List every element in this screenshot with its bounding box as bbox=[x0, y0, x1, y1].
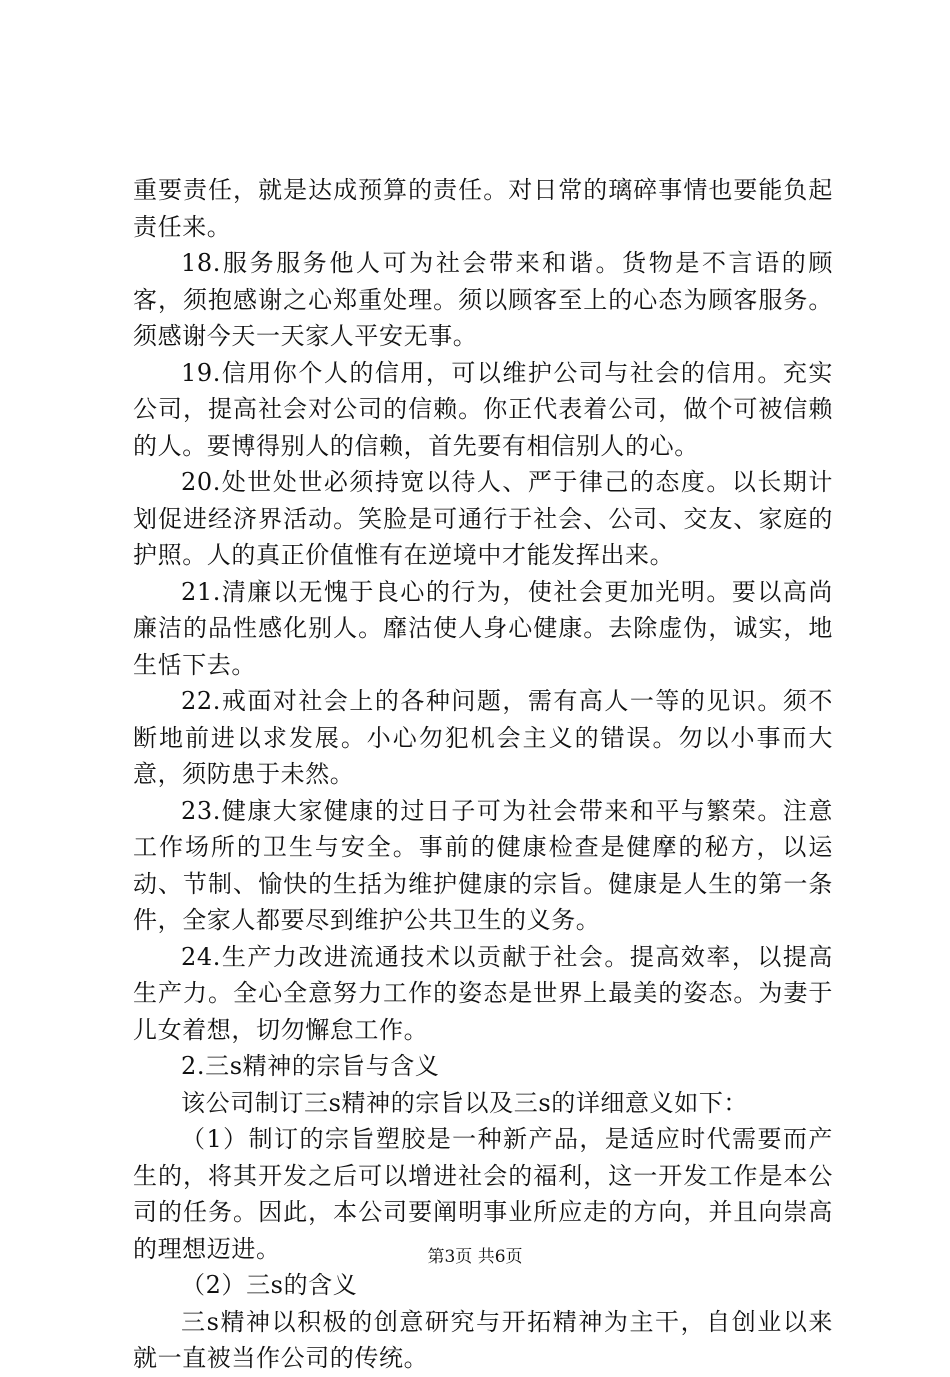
paragraph: 重要责任，就是达成预算的责任。对日常的璃碎事情也要能负起责任来。 bbox=[133, 176, 833, 241]
paragraph: 23.健康大家健康的过日子可为社会带来和平与繁荣。注意工作场所的卫生与安全。事前的健康检查是健摩的秘方，以运动、节制、愉快的生括为维护健康的宗旨。健康是人生的第一条件，全家人都要尽到维护公共卫生的义务。 bbox=[133, 796, 833, 934]
paragraph: 18.服务服务他人可为社会带来和谐。货物是不言语的顾客，须抱感谢之心郑重处理。须以顾客至上的心态为顾客服务。须感谢今天一天家人平安无事。 bbox=[133, 249, 833, 350]
document-body bbox=[133, 172, 833, 1377]
paragraph: 该公司制订三s精神的宗旨以及三s的详细意义如下： bbox=[181, 1088, 749, 1117]
paragraph: 三s精神以积极的创意研究与开拓精神为主干，自创业以来就一直被当作公司的传统。 bbox=[133, 1307, 833, 1372]
paragraph: （1）制订的宗旨塑胶是一种新产品，是适应时代需要而产生的，将其开发之后可以增进社会的福利，这一开发工作是本公司的任务。因此，本公司要阐明事业所应走的方向，并且向崇高的理想迈进。 bbox=[133, 1125, 833, 1263]
paragraph: 24.生产力改进流通技术以贡献于社会。提高效率，以提高生产力。全心全意努力工作的姿态是世界上最美的姿态。为妻于儿女着想，切勿懈怠工作。 bbox=[133, 942, 833, 1044]
paragraph: 20.处世处世必须持宽以待人、严于律己的态度。以长期计划促进经济界活动。笑脸是可通行于社会、公司、交友、家庭的护照。人的真正价值惟有在逆境中才能发挥出来。 bbox=[133, 468, 833, 569]
paragraph: 21.清廉以无愧于良心的行为，使社会更加光明。要以高尚廉洁的品性感化别人。靡沽使人身心健康。去除虚伪，诚实，地生恬下去。 bbox=[133, 577, 833, 679]
section-heading: 2.三s精神的宗旨与含义 bbox=[181, 1052, 440, 1080]
paragraph: 22.戒面对社会上的各种问题，需有高人一等的见识。须不断地前进以求发展。小心勿犯机会主义的错误。勿以小事而大意，须防患于未然。 bbox=[133, 687, 833, 788]
subsection-heading: （2）三s的含义 bbox=[181, 1271, 358, 1299]
page-footer: 第3页 共6页 bbox=[427, 1247, 523, 1267]
paragraph: 19.信用你个人的信用，可以维护公司与社会的信用。充实公司，提高社会对公司的信赖。你正代表着公司，做个可被信赖的人。要博得别人的信赖，首先要有相信别人的心。 bbox=[133, 358, 833, 460]
